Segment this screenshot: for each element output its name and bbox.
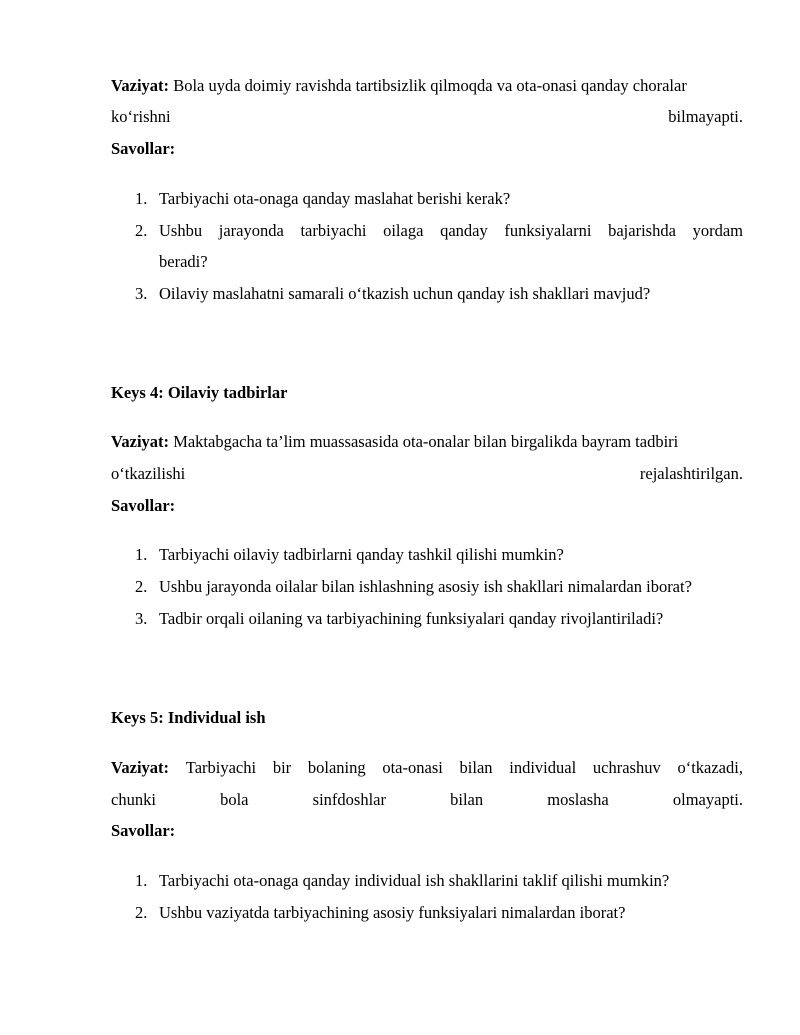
case5-questions-label: Savollar: <box>111 821 176 840</box>
case3-question-2 <box>135 219 743 243</box>
list-number: 2. <box>135 577 148 596</box>
word: chunki <box>111 790 156 809</box>
question-text: Tadbir orqali oilaning va tarbiyachining funksiyalari qanday rivojlantiriladi? <box>159 609 664 628</box>
case5-question-2 <box>135 901 743 925</box>
case4-heading: Keys 4: Oilaviy tadbirlar <box>111 383 288 402</box>
question-text: Ushbu jarayonda oilalar bilan ishlashning asosiy ish shakllari nimalardan iborat? <box>159 577 692 596</box>
case3-situation-line1 <box>111 74 743 98</box>
list-number: 1. <box>135 189 148 208</box>
list-number: 3. <box>135 609 148 628</box>
word: oilaga <box>383 221 424 240</box>
word: qanday <box>440 221 488 240</box>
case4-situation-label: Vaziyat: <box>111 432 170 451</box>
list-number: 1. <box>135 871 148 890</box>
word: uchrashuv <box>592 758 661 777</box>
word: bolaning <box>307 758 366 777</box>
word: sinfdoshlar <box>312 790 386 809</box>
case3-question-3 <box>135 282 743 306</box>
case4-question-2 <box>135 575 743 599</box>
list-number: 2. <box>135 903 148 922</box>
case5-situation-line1 <box>111 756 743 780</box>
case4-situation-line2 <box>111 462 743 486</box>
case4-situation-text: Maktabgacha ta’lim muassasasida ota-onalar bilan birgalikda bayram tadbiri <box>173 432 679 451</box>
word: yordam <box>692 221 743 240</box>
case3-questions-label: Savollar: <box>111 139 176 158</box>
case3-question-1 <box>135 187 743 211</box>
word: bilan <box>459 758 493 777</box>
question-text: Tarbiyachi ota-onaga qanday individual ish shakllarini taklif qilishi mumkin? <box>159 871 670 890</box>
question-text: Oilaviy maslahatni samarali o‘tkazish uchun qanday ish shakllari mavjud? <box>159 284 651 303</box>
case3-situation-label: Vaziyat: <box>111 76 170 95</box>
word: bir <box>272 758 292 777</box>
word: ota-onasi <box>382 758 443 777</box>
case5-situation-line2 <box>111 788 743 812</box>
word: olmayapti. <box>672 790 743 809</box>
case5-situation-label: Vaziyat: <box>111 758 170 777</box>
question-text: Tarbiyachi ota-onaga qanday maslahat berishi kerak? <box>159 189 511 208</box>
list-number: 2. <box>135 221 148 240</box>
case4-question-1 <box>135 543 743 567</box>
case3-situation-line2 <box>111 105 743 129</box>
question-text: Tarbiyachi oilaviy tadbirlarni qanday tashkil qilishi mumkin? <box>159 545 564 564</box>
case4-question-3 <box>135 607 743 631</box>
word: funksiyalarni <box>504 221 592 240</box>
list-number: 1. <box>135 545 148 564</box>
word: individual <box>509 758 577 777</box>
list-number: 3. <box>135 284 148 303</box>
word: o‘tkazadi, <box>677 758 743 777</box>
case5-heading: Keys 5: Individual ish <box>111 708 266 727</box>
case4-questions-label: Savollar: <box>111 496 176 515</box>
word: o‘tkazilishi <box>111 464 186 483</box>
word: bajarishda <box>608 221 676 240</box>
word: Ushbu <box>159 221 203 240</box>
word: bola <box>220 790 249 809</box>
word: moslasha <box>547 790 609 809</box>
word: bilmayapti. <box>668 107 743 126</box>
question-text: Ushbu vaziyatda tarbiyachining asosiy funksiyalari nimalardan iborat? <box>159 903 626 922</box>
case5-question-1 <box>135 869 743 893</box>
case3-question-2-continuation: beradi? <box>159 252 208 271</box>
word: ko‘rishni <box>111 107 171 126</box>
case4-situation-line1 <box>111 430 743 454</box>
case3-situation-text: Bola uyda doimiy ravishda tartibsizlik qilmoqda va ota-onasi qanday choralar <box>173 76 687 95</box>
question-text <box>159 219 743 243</box>
word: jarayonda <box>218 221 284 240</box>
word: Tarbiyachi <box>185 758 257 777</box>
word: bilan <box>450 790 484 809</box>
word: tarbiyachi <box>300 221 367 240</box>
word: rejalashtirilgan. <box>639 464 743 483</box>
